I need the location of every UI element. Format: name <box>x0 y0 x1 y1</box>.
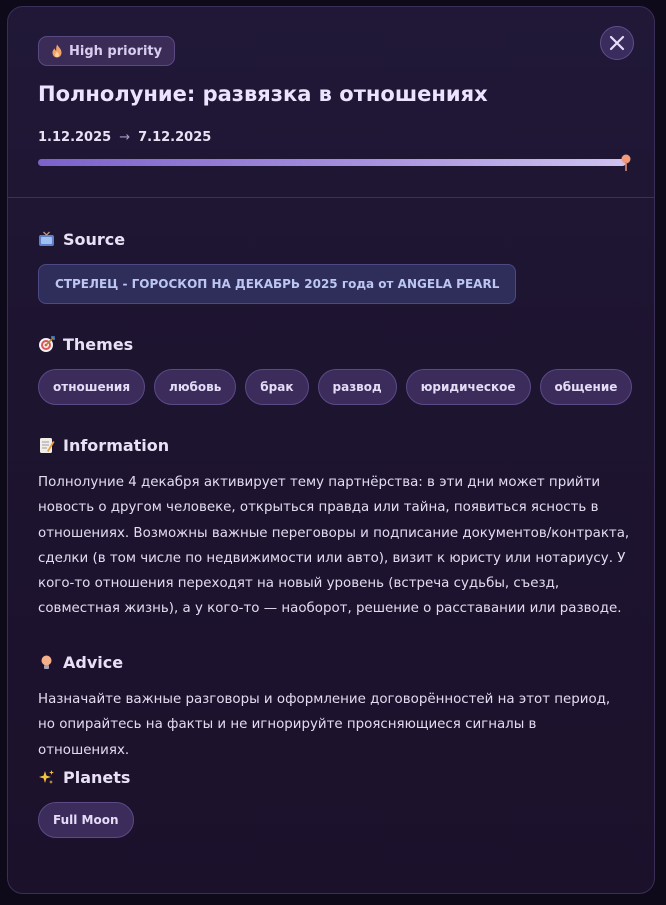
target-icon <box>38 336 55 353</box>
information-text: Полнолуние 4 декабря активирует тему партнёрства: в эти дни может прийти новость о другом человеке, открыться правда или тайна, появиться ясность в отношениях. Возможны важные переговоры и подписание документов/контракта, сделки (в том числе по недвижимости или авто), визит к юристу или нотариусу. У кого-то отношения переходят на новый уровень (встреча судьбы, съезд, совместная жизнь), а у кого-то — наоборот, решение о расставании или разводе. <box>38 475 630 617</box>
source-heading <box>38 230 125 249</box>
close-button[interactable] <box>600 26 634 60</box>
planets-heading <box>38 768 130 787</box>
source-chip[interactable]: СТРЕЛЕЦ - ГОРОСКОП НА ДЕКАБРЬ 2025 года от ANGELA PEARL <box>38 264 516 304</box>
sparkles-icon <box>38 769 55 786</box>
themes-heading <box>38 335 133 354</box>
event-title: Полнолуние: развязка в отношениях <box>38 82 488 106</box>
date-start: 1.12.2025 <box>38 130 112 145</box>
close-icon <box>609 35 625 51</box>
theme-chip[interactable]: брак <box>245 369 308 405</box>
date-progress-bar <box>38 159 626 166</box>
advice-text: Назначайте важные разговоры и оформление договорённостей на этот период, но опирайтесь на факты и не игнорируйте проясняющиеся сигналы в отношениях. <box>38 692 611 758</box>
tv-icon <box>38 231 55 248</box>
theme-chip[interactable]: любовь <box>154 369 236 405</box>
theme-chip[interactable]: юридическое <box>406 369 531 405</box>
priority-badge <box>38 36 175 66</box>
theme-chip[interactable]: общение <box>540 369 633 405</box>
information-heading <box>38 436 169 455</box>
lightbulb-icon <box>38 654 55 671</box>
planets-heading-label: Planets <box>63 768 131 787</box>
source-heading-label: Source <box>63 230 126 249</box>
advice-heading-label: Advice <box>63 653 124 672</box>
date-arrow: → <box>119 130 131 145</box>
advice-heading <box>38 653 123 672</box>
themes-list <box>38 369 632 405</box>
progress-fill <box>38 159 626 166</box>
planet-chip[interactable]: Full Moon <box>38 802 134 838</box>
modal-header <box>8 7 654 198</box>
theme-chip[interactable]: отношения <box>38 369 145 405</box>
event-detail-modal <box>7 6 655 894</box>
pin-marker-icon <box>620 154 632 172</box>
date-range <box>38 130 211 145</box>
date-end: 7.12.2025 <box>138 130 212 145</box>
memo-icon <box>38 437 55 454</box>
priority-label: High priority <box>69 43 163 59</box>
themes-heading-label: Themes <box>63 335 134 354</box>
flame-icon <box>51 44 63 58</box>
information-heading-label: Information <box>63 436 170 455</box>
theme-chip[interactable]: развод <box>318 369 397 405</box>
